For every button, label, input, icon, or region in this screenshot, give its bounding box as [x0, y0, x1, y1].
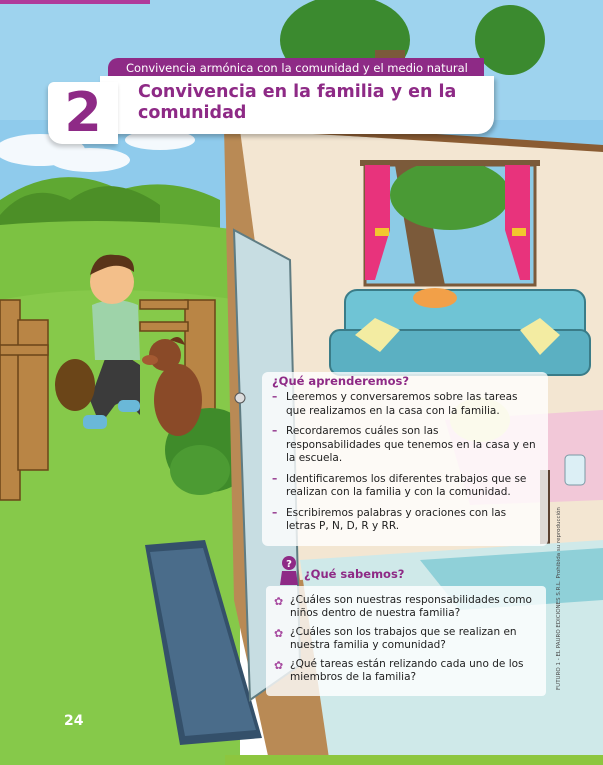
- learn-item: [272, 507, 536, 534]
- learn-title: ¿Qué aprenderemos?: [272, 374, 409, 388]
- know-item: [274, 658, 538, 684]
- flower-bullet-icon: ✿: [274, 659, 284, 672]
- sofa: [330, 288, 590, 375]
- learn-item-text: Leeremos y conversaremos sobre las tareas que realizamos en la casa con la familia.: [286, 391, 518, 417]
- dash-bullet: –: [272, 506, 278, 519]
- know-item-text: ¿Cuáles son los trabajos que se realizan en nuestra familia y comunidad?: [290, 626, 517, 651]
- learn-item-text: Recordaremos cuáles son las responsabilidades que tenemos en la casa y en la escuela.: [286, 425, 536, 464]
- know-list: [274, 594, 538, 690]
- know-item: [274, 626, 538, 652]
- dash-bullet: –: [272, 425, 278, 437]
- know-item-text: ¿Qué tareas están relizando cada uno de los miembros de la familia?: [290, 658, 524, 683]
- svg-text:?: ?: [286, 559, 292, 570]
- know-item-text: ¿Cuáles son nuestras responsabilidades como niños dentro de nuestra familia?: [290, 594, 532, 619]
- learn-item: [272, 425, 536, 466]
- copyright-credit: FUTURO 1 - EL PAURO EDICIONES S.R.L. Prohibida su reproducción: [556, 507, 562, 690]
- question-mark-icon: [276, 555, 302, 587]
- unit-number: 2: [48, 82, 118, 144]
- flower-bullet-icon: ✿: [274, 627, 284, 640]
- learn-item-text: Identificaremos los diferentes trabajos que se realizan con la familia y con la comunidad.: [286, 472, 527, 498]
- learn-item: [272, 391, 536, 418]
- learn-item-text: Escribiremos palabras y oraciones con las letras P, N, D, R y RR.: [286, 506, 507, 532]
- unit-title: Convivencia en la familia y en la comunidad: [138, 82, 457, 123]
- know-item: [274, 594, 538, 620]
- flower-bullet-icon: ✿: [274, 595, 284, 608]
- page-number: 24: [64, 713, 84, 729]
- learn-list: [272, 391, 536, 541]
- know-title: ¿Qué sabemos?: [304, 567, 405, 581]
- dash-bullet: –: [272, 472, 278, 485]
- subtitle-band-text: Convivencia armónica con la comunidad y el medio natural: [126, 61, 468, 75]
- footer-strip: [225, 755, 603, 765]
- dash-bullet: –: [272, 391, 278, 403]
- learn-item: [272, 473, 536, 500]
